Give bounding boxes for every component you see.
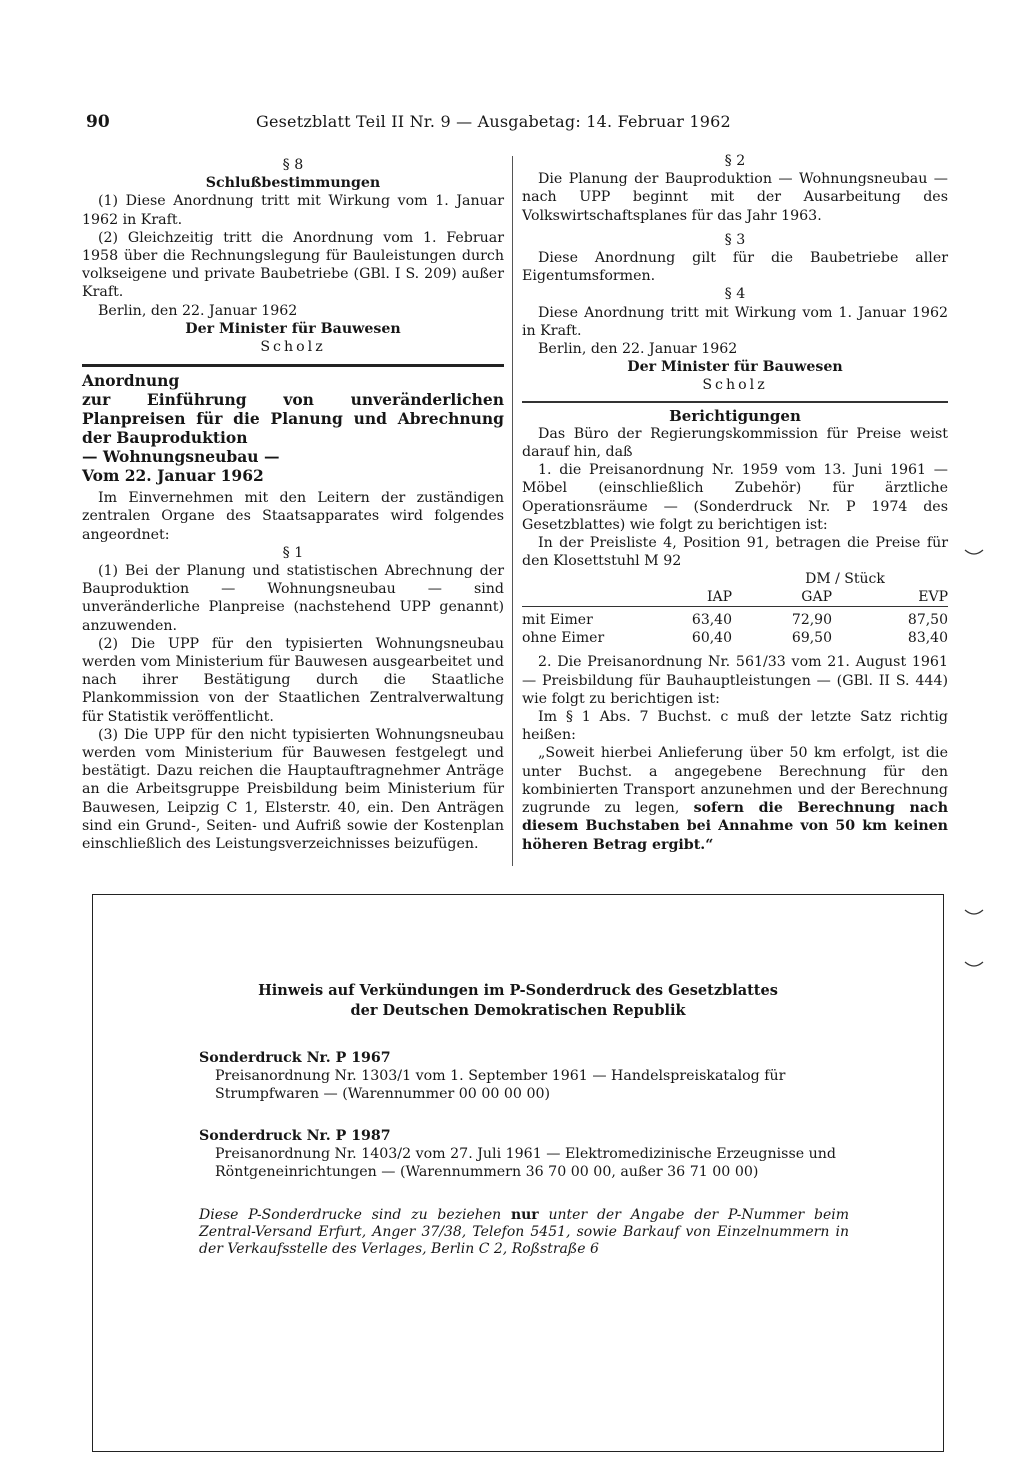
section-3-text: Diese Anordnung gilt für die Baubetriebe aller Eigentumsformen. [522, 250, 948, 285]
row-label: ohne Eimer [522, 630, 605, 647]
cell-iap: 63,40 [691, 612, 732, 629]
margin-mark-icon [964, 908, 984, 918]
column-divider [512, 156, 513, 866]
section-4-text: Diese Anordnung tritt mit Wirkung vom 1. Januar 1962 in Kraft. [522, 304, 948, 339]
price-table [522, 570, 948, 647]
section-8-para-1: (1) Diese Anordnung tritt mit Wirkung vom 1. Januar 1962 in Kraft. [82, 193, 504, 228]
margin-mark-icon [964, 548, 984, 558]
special-print-text: Preisanordnung Nr. 1403/2 vom 27. Juli 1961 — Elektromedizinische Erzeugnisse und Röntgeneinrichtungen — (Warennummern 36 70 00 00, außer 36 71 00 00) [215, 1146, 837, 1180]
correction-item-1: 1. die Preisanordnung Nr. 1959 vom 13. Juni 1961 — Möbel (einschließlich Zubehör) für ärztliche Operationsräume — (Sonderdruck Nr. P 1974 des Gesetzblattes) wie folgt zu berichtigen ist: [522, 462, 948, 533]
cell-gap: 69,50 [791, 630, 832, 647]
right-column [522, 152, 948, 854]
table-row [522, 629, 948, 647]
ordinance-title: Anordnung [82, 371, 180, 391]
header-title: Gesetzblatt Teil II Nr. 9 — Ausgabetag: 14. Februar 1962 [256, 112, 731, 131]
note-part-2: unter der Angabe der P-Nummer beim Zentral-Versand Erfurt, Anger 37/38, Telefon 5451, sowie Barkauf von Einzelnummern in der Verkaufsstelle des Verlages, Berlin C 2, Roßstraße 6 [199, 1207, 849, 1257]
section-1-para-1: (1) Bei der Planung und statistischen Abrechnung der Bauproduktion — Wohnungsneubau — sind unveränderliche Planpreise (nachstehend UPP genannt) anzuwenden. [82, 563, 504, 634]
correction-item-2b: Im § 1 Abs. 7 Buchst. c muß der letzte Satz richtig heißen: [522, 709, 948, 744]
signer-title: Der Minister für Bauwesen [627, 359, 843, 376]
place-date: Berlin, den 22. Januar 1962 [98, 302, 298, 319]
ordinance-date: Vom 22. Januar 1962 [82, 466, 264, 486]
page-number: 90 [86, 112, 110, 132]
signer-title: Der Minister für Bauwesen [185, 320, 401, 337]
margin-mark-icon [964, 960, 984, 970]
ordinance-subtitle: zur Einführung von unveränderlichen Planpreisen für die Planung und Abrechnung der Bauproduktion [82, 390, 504, 448]
section-2-number: § 2 [724, 153, 746, 169]
special-print-text: Preisanordnung Nr. 1303/1 vom 1. September 1961 — Handelspreiskatalog für Strumpfwaren — (Warennummer 00 00 00 00) [215, 1068, 786, 1102]
notice-title-line-2: der Deutschen Demokratischen Republik [350, 1002, 686, 1019]
table-row [522, 611, 948, 629]
section-2-text: Die Planung der Bauproduktion — Wohnungsneubau — nach UPP beginnt mit der Ausarbeitung des Volkswirtschaftsplanes für das Jahr 1963. [522, 171, 948, 224]
special-print-label: Sonderdruck Nr. P 1967 [199, 1050, 391, 1066]
section-4-number: § 4 [724, 286, 746, 303]
quote-bold: sofern die Berechnung nach diesem Buchstaben bei Annahme von 50 km keinen höheren Betrag ergibt.“ [522, 800, 949, 853]
section-1-number: § 1 [282, 544, 304, 561]
note-emphasis: nur [510, 1207, 539, 1223]
notice-box [92, 894, 944, 1452]
signer-name: Scholz [702, 377, 768, 394]
ordinance-intro: Im Einvernehmen mit den Leitern der zuständigen zentralen Organe des Staatsapparates wird folgendes angeordnet: [82, 490, 504, 543]
cell-iap: 60,40 [691, 630, 732, 647]
place-date: Berlin, den 22. Januar 1962 [538, 341, 738, 358]
row-label: mit Eimer [522, 612, 593, 629]
section-3-number: § 3 [724, 231, 746, 248]
correction-item-2: 2. Die Preisanordnung Nr. 561/33 vom 21. August 1961 — Preisbildung für Bauhauptleistungen — (GBl. II S. 444) wie folgt zu berichtigen ist: [522, 654, 948, 707]
note-part-1: Diese P-Sonderdrucke sind zu beziehen [199, 1207, 502, 1223]
table-unit: DM / Stück [805, 571, 885, 588]
special-print-entry [199, 1127, 849, 1181]
corrections-intro: Das Büro der Regierungskommission für Preise weist darauf hin, daß [522, 425, 948, 461]
ordering-note [199, 1207, 849, 1258]
notice-title [93, 981, 943, 1021]
left-column [82, 156, 504, 853]
table-unit-row [522, 570, 948, 588]
correction-item-1b: In der Preisliste 4, Position 91, betragen die Preise für den Klosettstuhl M 92 [522, 535, 948, 570]
cell-evp: 87,50 [907, 612, 948, 629]
table-header-row [522, 588, 948, 607]
section-1-para-2: (2) Die UPP für den typisierten Wohnungsneubau werden vom Ministerium für Bauwesen ausgearbeitet und nach ihrer Bestätigung durch die Staatliche Plankommission von der Staatlichen Zentralverwaltung für Statistik veröffentlicht. [82, 635, 504, 725]
section-8-para-2: (2) Gleichzeitig tritt die Anordnung vom 1. Februar 1958 über die Rechnungslegung für Bauleistungen durch volkseigene und private Baubetriebe (GBl. I S. 209) außer Kraft. [82, 229, 504, 301]
signer-name: Scholz [260, 339, 326, 356]
column-header-evp: EVP [918, 589, 948, 606]
notice-title-line-1: Hinweis auf Verkündungen im P-Sonderdruck des Gesetzblattes [258, 982, 778, 999]
column-header-gap: GAP [801, 589, 832, 606]
section-8-heading: Schlußbestimmungen [205, 175, 381, 192]
corrected-sentence [522, 744, 948, 853]
section-8-number: § 8 [282, 157, 304, 173]
section-rule [522, 401, 948, 403]
ordinance-scope: — Wohnungsneubau — [82, 447, 280, 467]
corrections-title: Berichtigungen [669, 406, 801, 425]
section-1-para-3: (3) Die UPP für den nicht typisierten Wohnungsneubau werden vom Ministerium für Bauwesen festgelegt und bestätigt. Dazu reichen die Hauptauftragnehmer Anträge an die Arbeitsgruppe Preisbildung beim Ministerium für Bauwesen, Leipzig C 1, Elsterstr. 40, ein. Den Anträgen sind ein Grund-, Seiten- und Aufriß sowie der Kostenplan einschließlich des Leistungsverzeichnisses beizufügen. [82, 726, 504, 853]
section-rule [82, 364, 504, 367]
cell-evp: 83,40 [907, 630, 948, 647]
cell-gap: 72,90 [791, 612, 832, 629]
special-print-label: Sonderdruck Nr. P 1987 [199, 1128, 391, 1144]
special-print-entry [199, 1049, 849, 1103]
column-header-iap: IAP [706, 589, 732, 606]
quote-regular: „Soweit hierbei Anlieferung über 50 km erfolgt, ist die unter Buchst. a angegebene Berechnung für den kombinierten Transport anzunehmen und der Berechnung zugrunde zu legen, [522, 745, 948, 817]
page-header [86, 112, 952, 138]
